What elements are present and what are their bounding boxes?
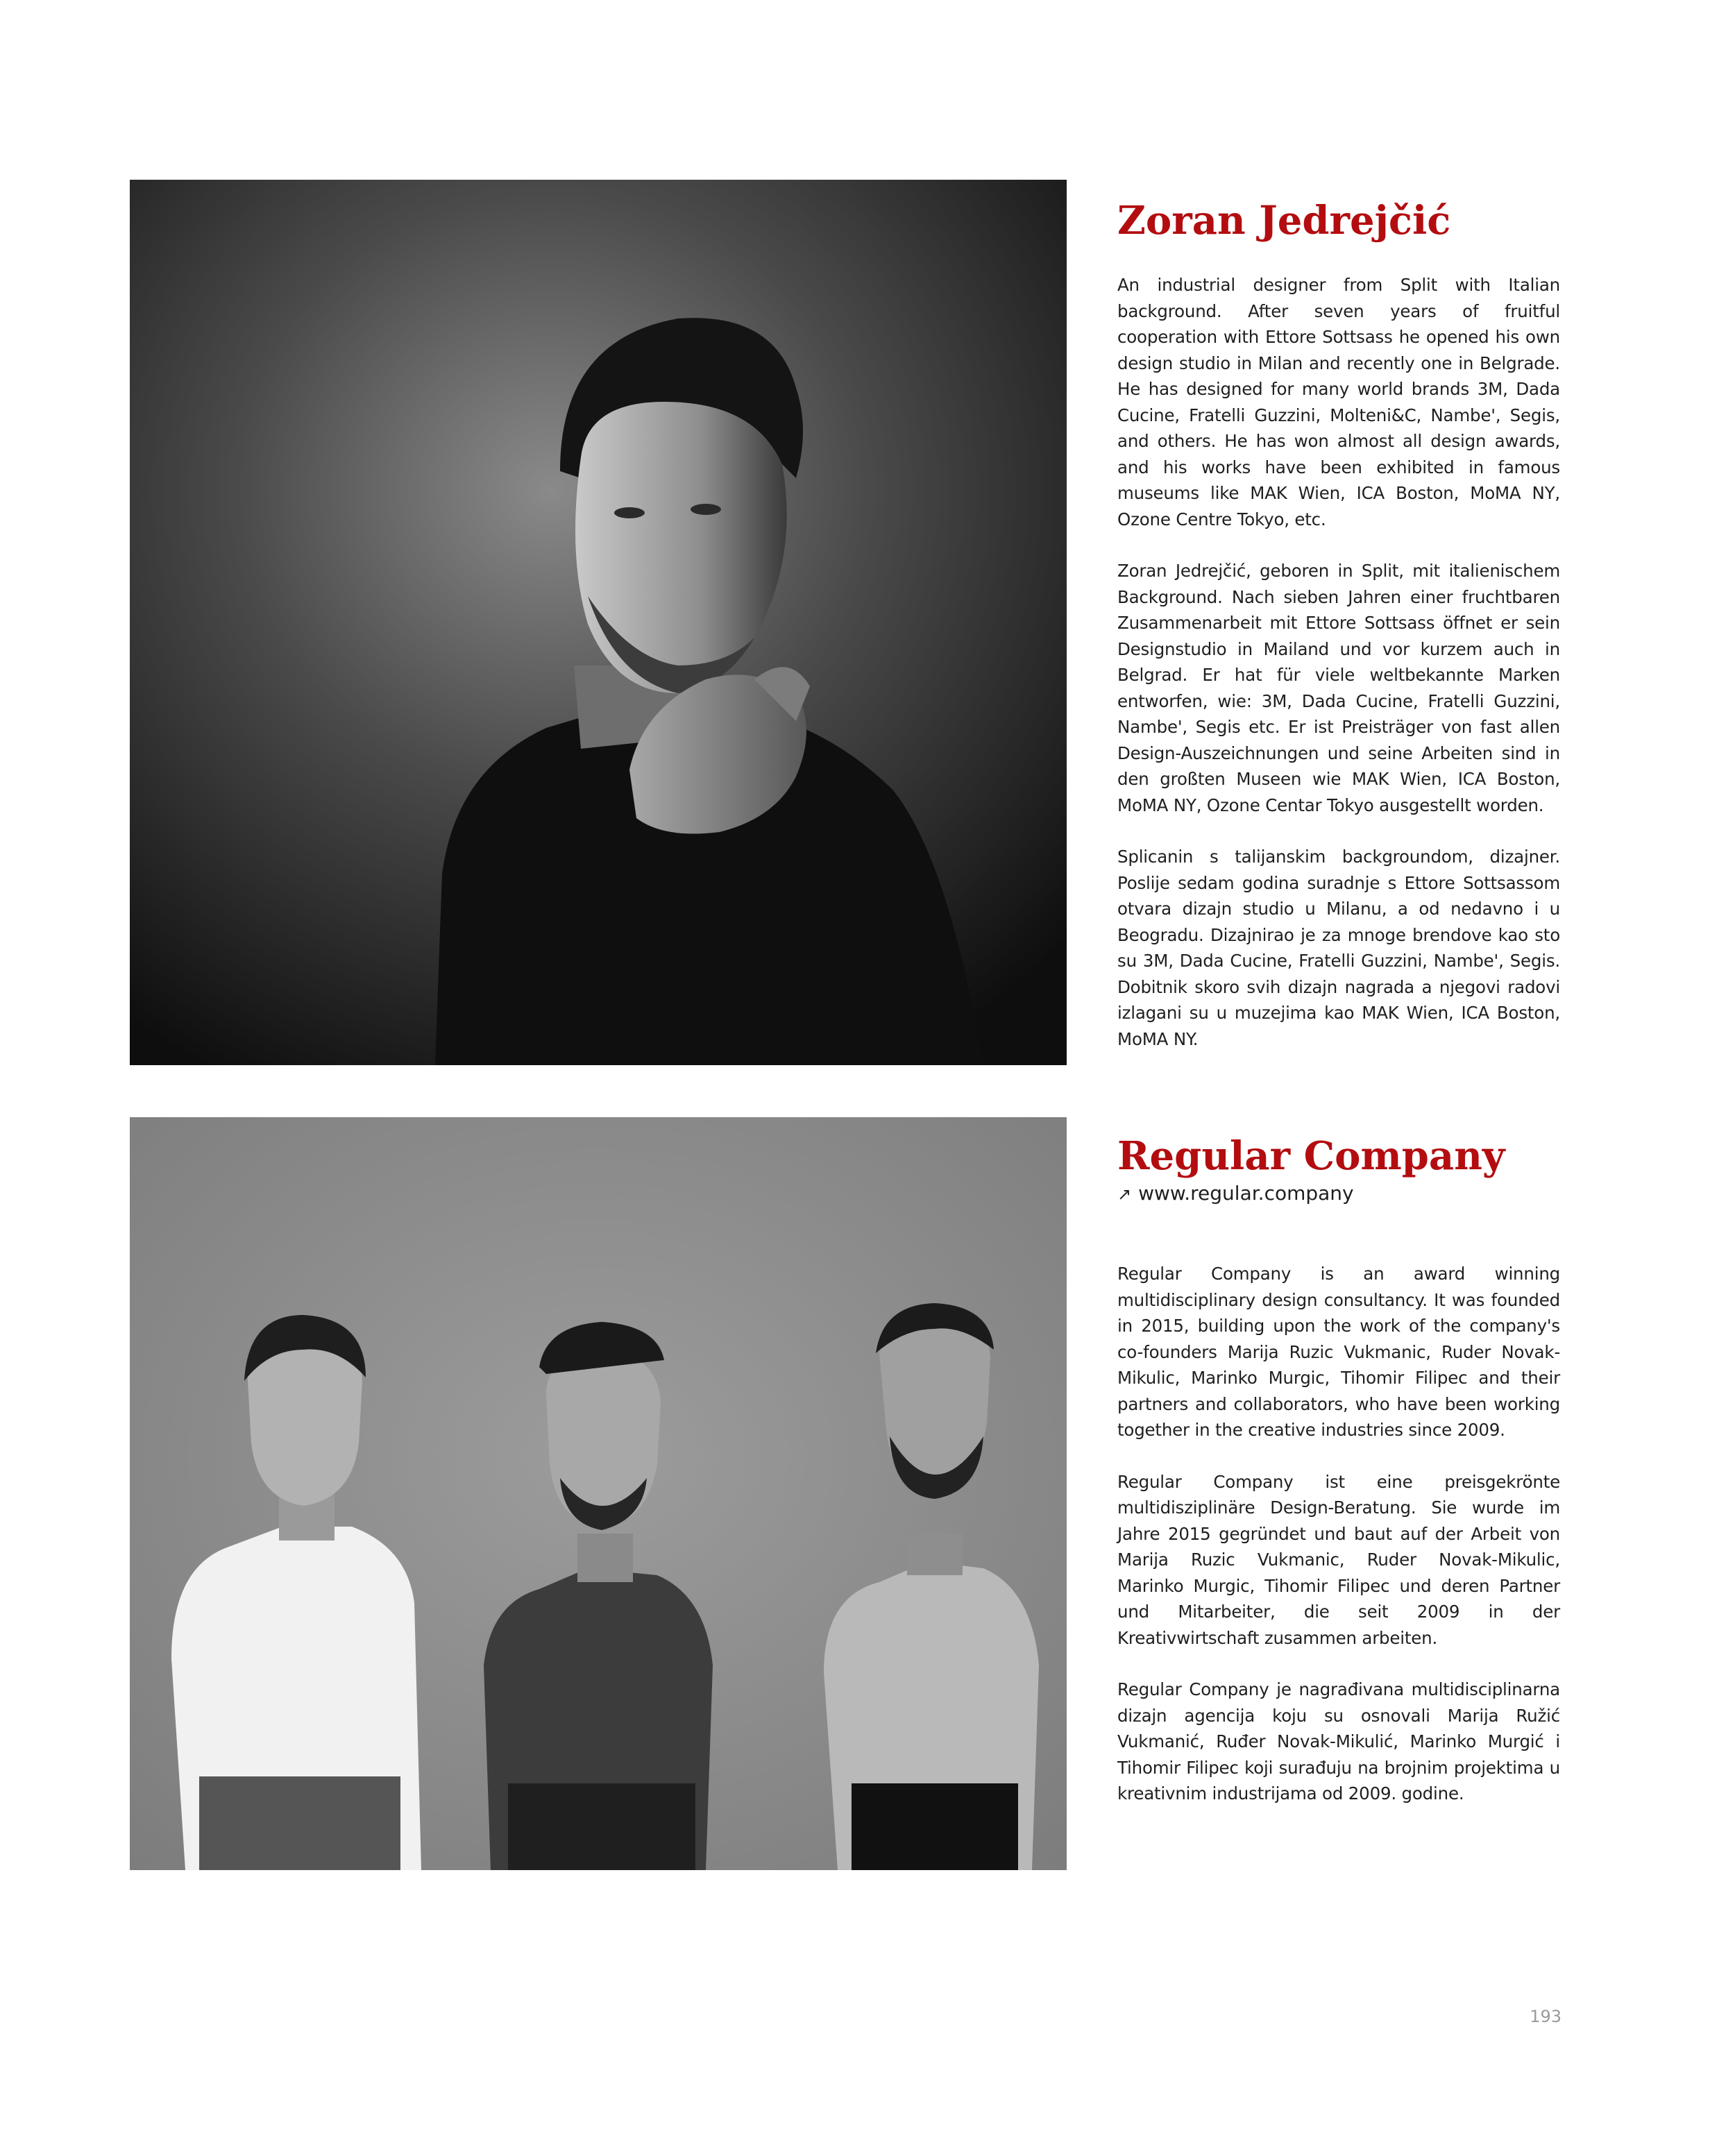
group-photo <box>130 1117 1067 1870</box>
arrow-up-right-icon: ↗ <box>1117 1185 1132 1204</box>
profile-name: Zoran Jedrejčić <box>1117 198 1451 244</box>
bio-german: Regular Company ist eine preisgekrönte multidisziplinäre Design-Beratung. Sie wurde im Jahre 2015 gegründet und baut auf der Arbeit von Marija Ruzic Vukmanic, Ruder Novak-Mikulic, Marinko Murgic, Tihomir Filipec und deren Partner und Mitarbeiter, die seit 2009 in der Kreativwirtschaft zusammen arbeiten. <box>1117 1471 1560 1648</box>
bio-english: An industrial designer from Split with Italian background. After seven years of fruitful cooperation with Ettore Sottsass he opened his own design studio in Milan and recently one in Belgrade. He has designed for many world brands 3M, Dada Cucine, Fratelli Guzzini, Molteni&C, Nambe', Segis, and others. He has won almost all design awards, and his works have been exhibited in famous museums like MAK Wien, ICA Boston, MoMA NY, Ozone Centre Tokyo, etc. <box>1117 275 1560 529</box>
bio-english: Regular Company is an award winning multidisciplinary design consultancy. It was founded in 2015, building upon the work of the company's co-founders Marija Ruzic Vukmanic, Ruder Novak-Mikulic, Marinko Murgic, Tihomir Filipec and their partners and collaborators, who have been working together in the creative industries since 2009. <box>1117 1264 1560 1440</box>
page-number: 193 <box>1530 2007 1562 2026</box>
website-link[interactable] <box>1117 1181 1560 1207</box>
profile-regular-company <box>1117 1131 1560 1807</box>
bio-croatian: Regular Company je nagrađivana multidisciplinarna dizajn agencija koju su osnovali Marija Ružić Vukmanić, Ruđer Novak-Mikulić, Marinko Murgić i Tihomir Filipec koji surađuju na brojnim projektima u kreativnim industrijama od 2009. godine. <box>1117 1679 1560 1803</box>
portrait-illustration <box>130 180 1067 1065</box>
profile-name: Regular Company <box>1117 1133 1505 1179</box>
group-illustration <box>130 1117 1067 1870</box>
bio-croatian: Splicanin s talijanskim backgroundom, dizajner. Poslije sedam godina suradnje s Ettore Sottsassom otvara dizajn studio u Milanu, a od nedavno i u Beogradu. Dizajnirao je za mnoge brendove kao sto su 3M, Dada Cucine, Fratelli Guzzini, Nambe', Segis. Dobitnik skoro svih dizajn nagrada a njegovi radovi izlagani su u muzejima kao MAK Wien, ICA Boston, MoMA NY. <box>1117 847 1560 1049</box>
portrait-photo <box>130 180 1067 1065</box>
profile-zoran-jedrejcic <box>1117 196 1560 1052</box>
bio-german: Zoran Jedrejčić, geboren in Split, mit italienischem Background. Nach sieben Jahren einer fruchtbaren Zusammenarbeit mit Ettore Sottsass öffnet er sein Designstudio in Mailand und vor kurzem auch in Belgrad. Er hat für viele weltbekannte Marken entworfen, wie: 3M, Dada Cucine, Fratelli Guzzini, Nambe', Segis etc. Er ist Preisträger von fast allen Design-Auszeichnungen und seine Arbeiten sind in den großten Museen wie MAK Wien, ICA Boston, MoMA NY, Ozone Centar Tokyo ausgestellt worden. <box>1117 561 1560 815</box>
website-link-text[interactable]: www.regular.company <box>1138 1182 1354 1205</box>
